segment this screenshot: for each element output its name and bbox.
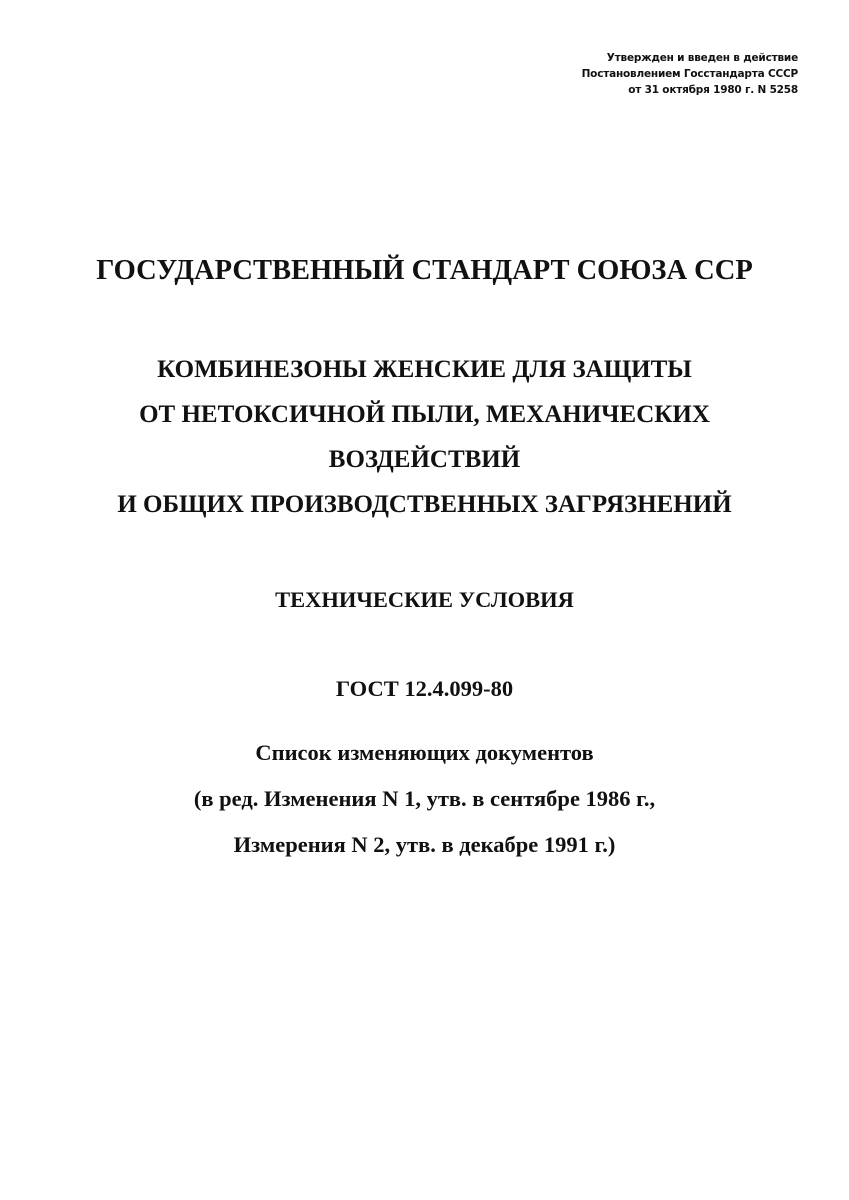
gost-number: ГОСТ 12.4.099-80 — [335, 676, 514, 701]
main-title: ГОСУДАРСТВЕННЫЙ СТАНДАРТ СОЮЗА ССР — [96, 255, 753, 286]
standard-name-line-1: КОМБИНЕЗОНЫ ЖЕНСКИЕ ДЛЯ ЗАЩИТЫ — [157, 356, 692, 383]
approval-line-3: от 31 октября 1980 г. N 5258 — [628, 84, 798, 96]
approval-line-1: Утвержден и введен в действие — [606, 52, 798, 64]
approval-line-2: Постановлением Госстандарта СССР — [581, 68, 798, 80]
standard-name-line-2: ОТ НЕТОКСИЧНОЙ ПЫЛИ, МЕХАНИЧЕСКИХ — [139, 401, 710, 428]
approval-note — [582, 50, 798, 98]
changes-line-1: (в ред. Изменения N 1, утв. в сентябре 1986 г., — [193, 786, 656, 811]
subtitle: ТЕХНИЧЕСКИЕ УСЛОВИЯ — [275, 587, 574, 612]
standard-name — [0, 347, 849, 527]
changes-heading: Список изменяющих документов — [255, 740, 594, 765]
standard-name-line-3: ВОЗДЕЙСТВИЙ — [328, 446, 521, 473]
standard-name-line-4: И ОБЩИХ ПРОИЗВОДСТВЕННЫХ ЗАГРЯЗНЕНИЙ — [117, 491, 732, 518]
changes-line-2: Измерения N 2, утв. в декабре 1991 г.) — [233, 832, 616, 857]
changes-list — [0, 730, 849, 868]
